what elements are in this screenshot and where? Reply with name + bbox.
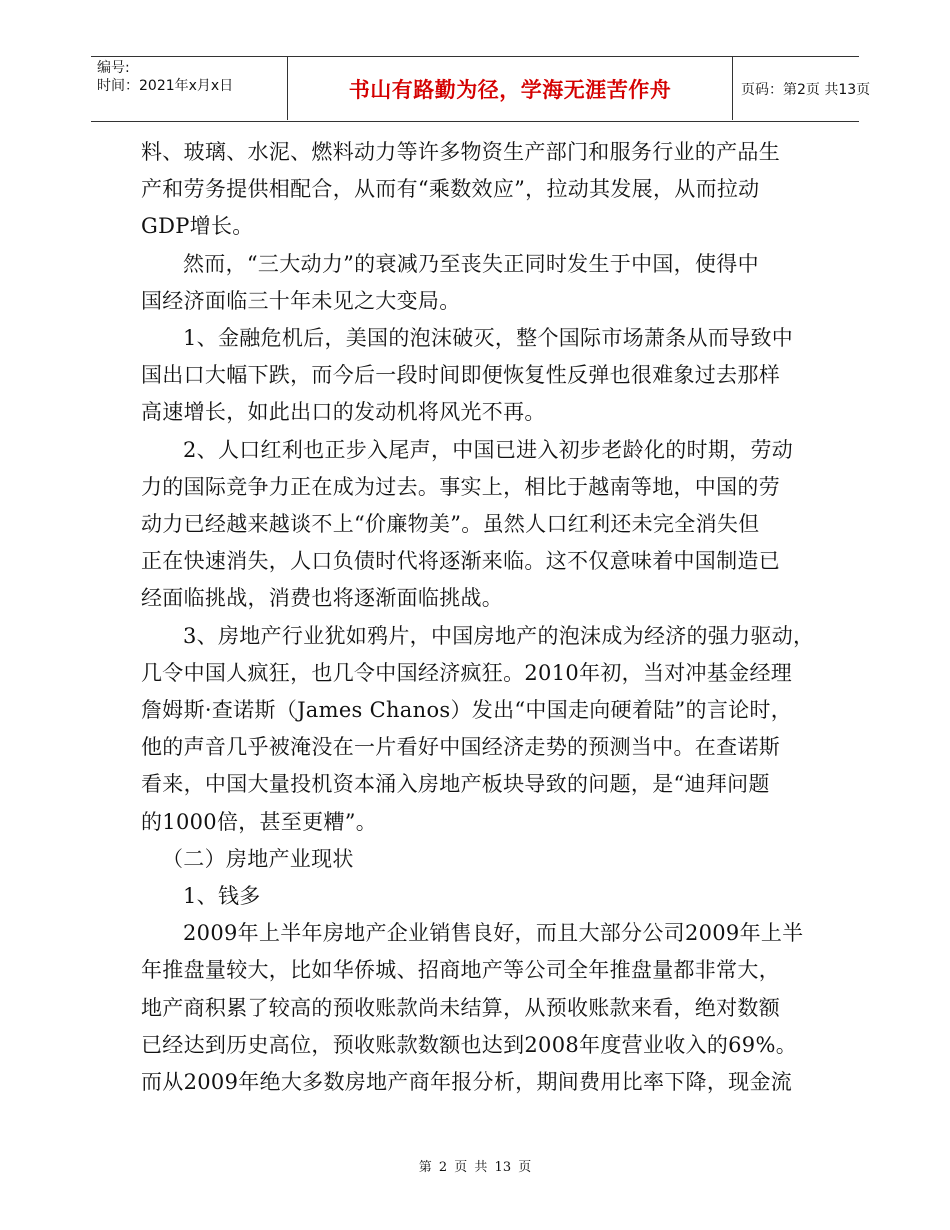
header-motto-cell <box>287 57 733 120</box>
text-line: GDP增长。 <box>141 214 254 239</box>
page-header <box>91 56 871 122</box>
page-footer: 第 2 页 共 13 页 <box>418 1160 532 1175</box>
text-line: 2009年上半年房地产企业销售良好，而且大部分公司2009年上半 <box>183 921 804 946</box>
text-line: 而从2009年绝大多数房地产商年报分析，期间费用比率下降，现金流 <box>141 1070 793 1095</box>
paragraph-6 <box>141 915 811 1101</box>
subsection-heading <box>141 878 811 915</box>
time-label: 时间：2021年x月x日 <box>97 78 234 94</box>
text-line: 国经济面临三十年未见之大变局。 <box>141 288 461 313</box>
number-label: 编号: <box>97 60 130 76</box>
text-line: 国出口大幅下跌，而今后一段时间即便恢复性反弹也很难象过去那样 <box>141 363 780 388</box>
text-line: 年推盘量较大，比如华侨城、招商地产等公司全年推盘量都非常大， <box>141 958 780 983</box>
text-line: 1、钱多 <box>183 884 261 909</box>
text-line: （二）房地产业现状 <box>162 846 354 871</box>
text-line: 看来，中国大量投机资本涌入房地产板块导致的问题，是“迪拜问题 <box>141 772 770 797</box>
header-meta <box>97 59 287 95</box>
text-line: 动力已经越来越谈不上“价廉物美”。虽然人口红利还未完全消失但 <box>141 512 760 537</box>
text-line: 力的国际竞争力正在成为过去。事实上，相比于越南等地，中国的劳 <box>141 474 780 499</box>
paragraph-4 <box>141 432 811 618</box>
paragraph-5 <box>141 618 815 841</box>
text-line: 经面临挑战，消费也将逐渐面临挑战。 <box>141 586 504 611</box>
text-line: 3、房地产行业犹如鸦片，中国房地产的泡沫成为经济的强力驱动， <box>183 623 815 648</box>
text-line: 的1000倍，甚至更糟”。 <box>141 809 378 834</box>
header-motto: 书山有路勤为径，学海无涯苦作舟 <box>348 77 672 102</box>
text-line: 1、金融危机后，美国的泡沫破灭，整个国际市场萧条从而导致中 <box>183 326 794 351</box>
text-line: 詹姆斯·查诺斯（James Chanos）发出“中国走向硬着陆”的言论时， <box>141 698 793 723</box>
paragraph-3 <box>141 320 811 432</box>
text-line: 正在快速消失，人口负债时代将逐渐来临。这不仅意味着中国制造已 <box>141 549 780 574</box>
text-line: 产和劳务提供相配合，从而有“乘数效应”，拉动其发展，从而拉动 <box>141 177 760 202</box>
paragraph-2 <box>141 246 811 320</box>
text-line: 几令中国人疯狂，也几令中国经济疯狂。2010年初，当对冲基金经理 <box>141 660 793 685</box>
section-heading <box>141 841 811 878</box>
text-line: 料、玻璃、水泥、燃料动力等许多物资生产部门和服务行业的产品生 <box>141 140 780 164</box>
text-line: 然而，“三大动力”的衰减乃至丧失正同时发生于中国，使得中 <box>183 251 759 276</box>
paragraph-1 <box>141 134 811 246</box>
text-line: 2、人口红利也正步入尾声，中国已进入初步老龄化的时期，劳动 <box>183 437 794 462</box>
text-line: 他的声音几乎被淹没在一片看好中国经济走势的预测当中。在查诺斯 <box>141 735 780 760</box>
header-page-info: 页码：第2页 共13页 <box>741 81 871 98</box>
text-line: 已经达到历史高位，预收账款数额也达到2008年度营业收入的69%。 <box>141 1032 798 1057</box>
text-line: 地产商积累了较高的预收账款尚未结算，从预收账款来看，绝对数额 <box>141 995 780 1020</box>
text-line: 高速增长，如此出口的发动机将风光不再。 <box>141 400 546 425</box>
document-body <box>141 134 815 1101</box>
